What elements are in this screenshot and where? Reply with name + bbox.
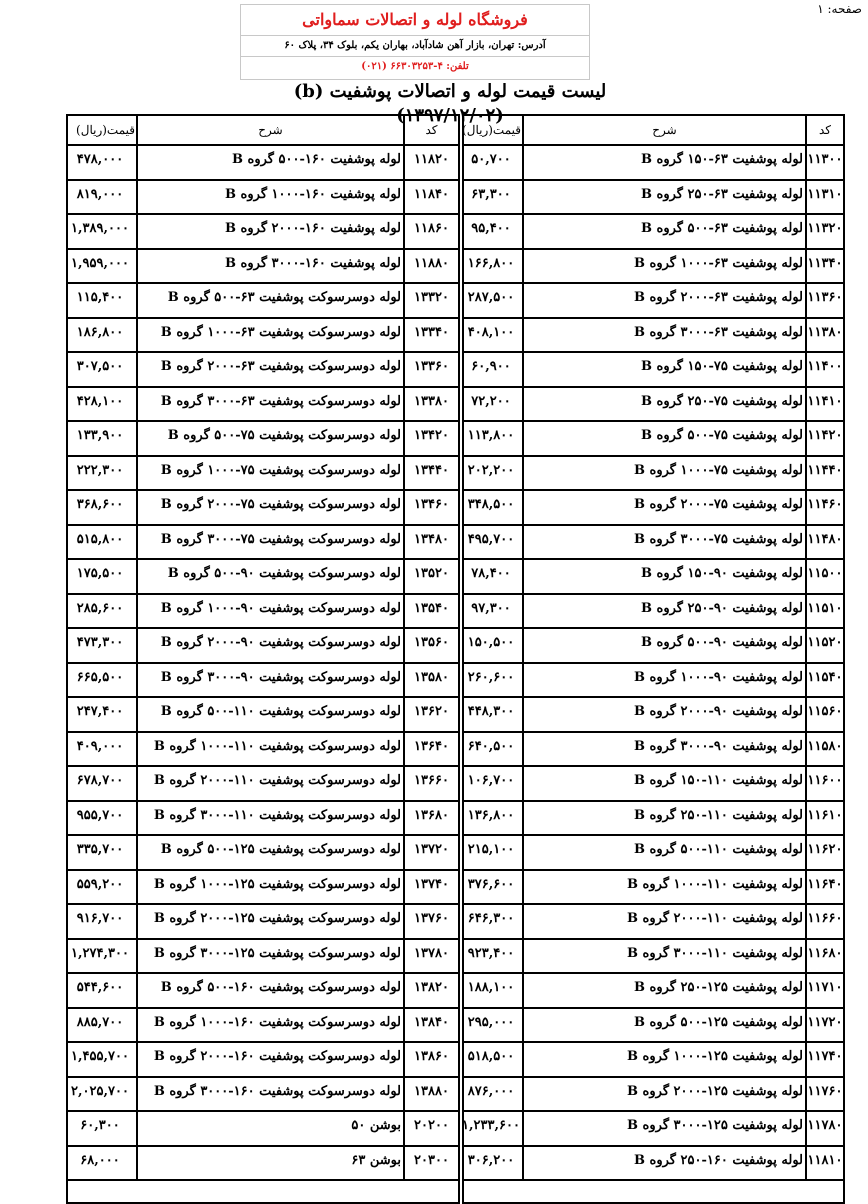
item-description: لوله پوشفیت ۹۰-۲۵۰ گروه B [522, 595, 807, 628]
item-price: ۲۸۵,۶۰۰ [64, 595, 138, 628]
table-row [68, 802, 458, 837]
item-price: ۹۷,۳۰۰ [460, 595, 524, 628]
item-price: ۱,۳۸۹,۰۰۰ [64, 215, 138, 248]
item-description: لوله پوشفیت ۶۳-۲۵۰ گروه B [522, 181, 807, 214]
item-code: ۱۱۵۰۰ [805, 560, 843, 593]
item-code: ۱۱۷۴۰ [805, 1043, 843, 1076]
item-price: ۷۸,۴۰۰ [460, 560, 524, 593]
item-code: ۱۳۴۶۰ [403, 491, 458, 524]
table-row [68, 181, 458, 216]
item-code: ۱۳۷۴۰ [403, 871, 458, 904]
item-code: ۱۳۴۲۰ [403, 422, 458, 455]
item-code: ۱۱۷۸۰ [805, 1112, 843, 1145]
item-price: ۵۵۹,۲۰۰ [64, 871, 138, 904]
description-header: شرح [136, 116, 405, 144]
table-row [68, 319, 458, 354]
table-row [464, 940, 843, 975]
item-description: لوله دوسرسوکت پوشفیت ۶۳-۲۰۰۰ گروه B [136, 353, 405, 386]
table-row [68, 353, 458, 388]
item-description: لوله دوسرسوکت پوشفیت ۱۲۵-۳۰۰۰ گروه B [136, 940, 405, 973]
table-row [464, 733, 843, 768]
item-description: لوله دوسرسوکت پوشفیت ۱۱۰-۲۰۰۰ گروه B [136, 767, 405, 800]
item-code: ۱۱۷۲۰ [805, 1009, 843, 1042]
item-description: لوله پوشفیت ۱۱۰-۲۵۰ گروه B [522, 802, 807, 835]
item-price: ۸۱۹,۰۰۰ [64, 181, 138, 214]
table-row [464, 181, 843, 216]
table-row [464, 1112, 843, 1147]
item-price: ۱۱۵,۴۰۰ [64, 284, 138, 317]
item-description: لوله دوسرسوکت پوشفیت ۹۰-۱۰۰۰ گروه B [136, 595, 405, 628]
table-row [68, 1043, 458, 1078]
item-description: لوله پوشفیت ۶۳-۵۰۰ گروه B [522, 215, 807, 248]
price-table-left [66, 114, 460, 1204]
item-description: لوله پوشفیت ۷۵-۳۰۰۰ گروه B [522, 526, 807, 559]
table-row [464, 526, 843, 561]
item-code: ۱۱۸۶۰ [403, 215, 458, 248]
table-row [464, 215, 843, 250]
item-price: ۹۲۳,۴۰۰ [460, 940, 524, 973]
item-price: ۶۸,۰۰۰ [64, 1147, 138, 1180]
table-row [68, 1009, 458, 1044]
table-header-row [464, 116, 843, 146]
item-description: لوله پوشفیت ۹۰-۱۵۰ گروه B [522, 560, 807, 593]
table-row [464, 871, 843, 906]
item-description: لوله دوسرسوکت پوشفیت ۷۵-۲۰۰۰ گروه B [136, 491, 405, 524]
item-code: ۱۱۸۴۰ [403, 181, 458, 214]
item-description: لوله پوشفیت ۱۶۰-۳۰۰۰ گروه B [136, 250, 405, 283]
table-row [464, 146, 843, 181]
item-price: ۶۷۸,۷۰۰ [64, 767, 138, 800]
item-price: ۱,۲۳۳,۶۰۰ [460, 1112, 524, 1145]
item-code: ۱۳۶۴۰ [403, 733, 458, 766]
item-description: لوله پوشفیت ۱۱۰-۳۰۰۰ گروه B [522, 940, 807, 973]
item-code: ۱۳۶۲۰ [403, 698, 458, 731]
table-row [68, 526, 458, 561]
item-price: ۴۲۸,۱۰۰ [64, 388, 138, 421]
item-price: ۳۰۷,۵۰۰ [64, 353, 138, 386]
item-description: لوله دوسرسوکت پوشفیت ۱۶۰-۱۰۰۰ گروه B [136, 1009, 405, 1042]
item-price: ۹۵,۴۰۰ [460, 215, 524, 248]
item-description: لوله دوسرسوکت پوشفیت ۶۳-۵۰۰ گروه B [136, 284, 405, 317]
item-price: ۳۳۵,۷۰۰ [64, 836, 138, 869]
item-code: ۱۱۴۶۰ [805, 491, 843, 524]
item-price: ۶۰,۳۰۰ [64, 1112, 138, 1145]
table-row [68, 940, 458, 975]
item-description: لوله پوشفیت ۹۰-۳۰۰۰ گروه B [522, 733, 807, 766]
item-price: ۶۴۶,۳۰۰ [460, 905, 524, 938]
item-code: ۱۳۳۴۰ [403, 319, 458, 352]
table-row [68, 1147, 458, 1182]
item-code: ۱۱۴۸۰ [805, 526, 843, 559]
item-price: ۴۷۸,۰۰۰ [64, 146, 138, 179]
item-code: ۱۳۷۶۰ [403, 905, 458, 938]
item-price: ۶۳,۳۰۰ [460, 181, 524, 214]
item-description: لوله پوشفیت ۶۳-۲۰۰۰ گروه B [522, 284, 807, 317]
item-code: ۱۱۵۶۰ [805, 698, 843, 731]
item-price: ۲۲۲,۳۰۰ [64, 457, 138, 490]
item-price: ۷۲,۲۰۰ [460, 388, 524, 421]
table-row [68, 905, 458, 940]
item-description: لوله پوشفیت ۱۲۵-۵۰۰ گروه B [522, 1009, 807, 1042]
item-description: لوله پوشفیت ۷۵-۱۵۰ گروه B [522, 353, 807, 386]
table-row [464, 1009, 843, 1044]
item-description: لوله دوسرسوکت پوشفیت ۱۶۰-۲۰۰۰ گروه B [136, 1043, 405, 1076]
item-description: لوله پوشفیت ۷۵-۲۵۰ گروه B [522, 388, 807, 421]
item-description: لوله پوشفیت ۹۰-۵۰۰ گروه B [522, 629, 807, 662]
item-description: لوله دوسرسوکت پوشفیت ۷۵-۵۰۰ گروه B [136, 422, 405, 455]
item-description: لوله پوشفیت ۱۱۰-۱۰۰۰ گروه B [522, 871, 807, 904]
item-description: لوله دوسرسوکت پوشفیت ۱۱۰-۳۰۰۰ گروه B [136, 802, 405, 835]
item-code: ۱۱۸۱۰ [805, 1147, 843, 1180]
item-description: لوله دوسرسوکت پوشفیت ۷۵-۱۰۰۰ گروه B [136, 457, 405, 490]
table-row [68, 388, 458, 423]
item-code: ۱۱۴۰۰ [805, 353, 843, 386]
item-description: لوله پوشفیت ۷۵-۱۰۰۰ گروه B [522, 457, 807, 490]
item-code: ۱۳۸۲۰ [403, 974, 458, 1007]
item-description: لوله دوسرسوکت پوشفیت ۱۱۰-۱۰۰۰ گروه B [136, 733, 405, 766]
item-code: ۱۱۶۰۰ [805, 767, 843, 800]
item-price: ۲,۰۲۵,۷۰۰ [64, 1078, 138, 1111]
item-description: لوله دوسرسوکت پوشفیت ۱۶۰-۳۰۰۰ گروه B [136, 1078, 405, 1111]
table-row [464, 284, 843, 319]
table-row [68, 250, 458, 285]
item-description: لوله دوسرسوکت پوشفیت ۱۲۵-۱۰۰۰ گروه B [136, 871, 405, 904]
item-code: ۱۱۳۰۰ [805, 146, 843, 179]
item-price: ۴۹۵,۷۰۰ [460, 526, 524, 559]
shop-phone: تلفن: ۴-۶۶۳۰۳۲۵۳ (۰۲۱) [241, 56, 589, 77]
item-price: ۱۳۶,۸۰۰ [460, 802, 524, 835]
table-row [464, 422, 843, 457]
shop-header [240, 4, 590, 80]
item-price: ۱,۹۵۹,۰۰۰ [64, 250, 138, 283]
table-row [464, 1078, 843, 1113]
table-row [68, 698, 458, 733]
item-price: ۳۶۸,۶۰۰ [64, 491, 138, 524]
item-code: ۱۱۶۴۰ [805, 871, 843, 904]
item-price: ۴۷۳,۳۰۰ [64, 629, 138, 662]
item-code: ۱۳۸۶۰ [403, 1043, 458, 1076]
item-description: بوشن ۵۰ [136, 1112, 405, 1145]
item-price: ۳۴۸,۵۰۰ [460, 491, 524, 524]
item-price: ۶۶۵,۵۰۰ [64, 664, 138, 697]
item-description: لوله پوشفیت ۱۶۰-۲۵۰ گروه B [522, 1147, 807, 1180]
item-description: لوله پوشفیت ۷۵-۵۰۰ گروه B [522, 422, 807, 455]
code-header: کد [805, 116, 843, 144]
item-code: ۱۳۸۴۰ [403, 1009, 458, 1042]
table-row [464, 767, 843, 802]
item-code: ۱۱۸۸۰ [403, 250, 458, 283]
table-row [68, 1078, 458, 1113]
item-price: ۱۵۰,۵۰۰ [460, 629, 524, 662]
item-price: ۱۱۳,۸۰۰ [460, 422, 524, 455]
item-code: ۱۱۶۸۰ [805, 940, 843, 973]
price-header: قیمت(ریال) [64, 116, 138, 144]
item-description: لوله دوسرسوکت پوشفیت ۶۳-۳۰۰۰ گروه B [136, 388, 405, 421]
table-row [68, 1112, 458, 1147]
item-description: لوله پوشفیت ۶۳-۱۰۰۰ گروه B [522, 250, 807, 283]
item-code: ۱۳۶۶۰ [403, 767, 458, 800]
item-code: ۱۳۴۸۰ [403, 526, 458, 559]
shop-name: فروشگاه لوله و اتصالات سماواتی [302, 10, 528, 29]
table-row [464, 388, 843, 423]
item-code: ۱۱۶۲۰ [805, 836, 843, 869]
item-code: ۱۳۵۸۰ [403, 664, 458, 697]
item-code: ۱۱۳۲۰ [805, 215, 843, 248]
table-row [68, 664, 458, 699]
table-row [68, 974, 458, 1009]
table-row [68, 871, 458, 906]
item-price: ۲۱۵,۱۰۰ [460, 836, 524, 869]
price-list-title: لیست قیمت لوله و اتصالات پوشفیت (b) (۱۳۹۷/۱۲/۰۲) [293, 81, 607, 126]
table-row [464, 802, 843, 837]
item-description: لوله پوشفیت ۱۱۰-۱۵۰ گروه B [522, 767, 807, 800]
table-row [464, 974, 843, 1009]
table-row [68, 836, 458, 871]
item-price: ۳۰۶,۲۰۰ [460, 1147, 524, 1180]
item-code: ۱۱۷۱۰ [805, 974, 843, 1007]
item-code: ۱۳۵۶۰ [403, 629, 458, 662]
item-description: لوله پوشفیت ۱۶۰-۵۰۰ گروه B [136, 146, 405, 179]
item-price: ۱۳۳,۹۰۰ [64, 422, 138, 455]
item-price: ۵۱۵,۸۰۰ [64, 526, 138, 559]
item-price: ۱۷۵,۵۰۰ [64, 560, 138, 593]
item-description: لوله پوشفیت ۱۱۰-۵۰۰ گروه B [522, 836, 807, 869]
table-row [464, 353, 843, 388]
item-price: ۴۰۹,۰۰۰ [64, 733, 138, 766]
item-description: لوله پوشفیت ۱۶۰-۱۰۰۰ گروه B [136, 181, 405, 214]
item-code: ۲۰۳۰۰ [403, 1147, 458, 1180]
item-code: ۱۱۴۱۰ [805, 388, 843, 421]
table-row [68, 491, 458, 526]
item-code: ۱۱۵۱۰ [805, 595, 843, 628]
table-row [68, 422, 458, 457]
table-row [68, 629, 458, 664]
table-row [464, 491, 843, 526]
table-row [464, 595, 843, 630]
item-code: ۱۱۵۸۰ [805, 733, 843, 766]
item-price: ۲۹۵,۰۰۰ [460, 1009, 524, 1042]
table-row [464, 1043, 843, 1078]
item-price: ۱۸۶,۸۰۰ [64, 319, 138, 352]
item-description: بوشن ۶۳ [136, 1147, 405, 1180]
item-price: ۵۰,۷۰۰ [460, 146, 524, 179]
item-price: ۲۴۷,۴۰۰ [64, 698, 138, 731]
item-description: لوله پوشفیت ۶۳-۱۵۰ گروه B [522, 146, 807, 179]
item-description: لوله دوسرسوکت پوشفیت ۱۱۰-۵۰۰ گروه B [136, 698, 405, 731]
table-row [68, 595, 458, 630]
item-price: ۸۸۵,۷۰۰ [64, 1009, 138, 1042]
table-row [464, 319, 843, 354]
item-price: ۱,۲۷۴,۳۰۰ [64, 940, 138, 973]
item-description: لوله دوسرسوکت پوشفیت ۹۰-۳۰۰۰ گروه B [136, 664, 405, 697]
item-code: ۱۱۳۸۰ [805, 319, 843, 352]
item-description: لوله پوشفیت ۱۲۵-۲۰۰۰ گروه B [522, 1078, 807, 1111]
table-row [68, 215, 458, 250]
item-price: ۲۶۰,۶۰۰ [460, 664, 524, 697]
table-row [464, 905, 843, 940]
item-description: لوله پوشفیت ۱۱۰-۲۰۰۰ گروه B [522, 905, 807, 938]
item-code: ۱۱۳۴۰ [805, 250, 843, 283]
item-description: لوله پوشفیت ۱۲۵-۲۵۰ گروه B [522, 974, 807, 1007]
item-description: لوله پوشفیت ۷۵-۲۰۰۰ گروه B [522, 491, 807, 524]
table-row [68, 767, 458, 802]
item-price: ۵۴۴,۶۰۰ [64, 974, 138, 1007]
item-price: ۱۰۶,۷۰۰ [460, 767, 524, 800]
table-row [464, 664, 843, 699]
item-code: ۱۳۴۴۰ [403, 457, 458, 490]
item-price: ۲۰۲,۲۰۰ [460, 457, 524, 490]
item-price: ۶۴۰,۵۰۰ [460, 733, 524, 766]
item-price: ۸۷۶,۰۰۰ [460, 1078, 524, 1111]
table-header-row [68, 116, 458, 146]
table-row [68, 146, 458, 181]
item-code: ۱۳۶۸۰ [403, 802, 458, 835]
code-header: کد [403, 116, 458, 144]
item-description: لوله دوسرسوکت پوشفیت ۶۳-۱۰۰۰ گروه B [136, 319, 405, 352]
price-table-right [462, 114, 845, 1204]
item-code: ۱۱۵۴۰ [805, 664, 843, 697]
table-row [464, 698, 843, 733]
item-code: ۱۱۸۲۰ [403, 146, 458, 179]
item-code: ۱۳۷۸۰ [403, 940, 458, 973]
item-price: ۳۷۶,۶۰۰ [460, 871, 524, 904]
item-code: ۱۳۸۸۰ [403, 1078, 458, 1111]
price-header: قیمت(ریال) [460, 116, 524, 144]
item-price: ۲۸۷,۵۰۰ [460, 284, 524, 317]
item-code: ۱۳۳۸۰ [403, 388, 458, 421]
item-description: لوله پوشفیت ۱۶۰-۲۰۰۰ گروه B [136, 215, 405, 248]
item-description: لوله پوشفیت ۹۰-۱۰۰۰ گروه B [522, 664, 807, 697]
table-row [68, 733, 458, 768]
item-code: ۱۳۳۲۰ [403, 284, 458, 317]
table-row [464, 250, 843, 285]
item-code: ۱۱۴۴۰ [805, 457, 843, 490]
table-row [464, 836, 843, 871]
item-code: ۲۰۲۰۰ [403, 1112, 458, 1145]
item-price: ۵۱۸,۵۰۰ [460, 1043, 524, 1076]
item-description: لوله دوسرسوکت پوشفیت ۹۰-۲۰۰۰ گروه B [136, 629, 405, 662]
item-price: ۱۸۸,۱۰۰ [460, 974, 524, 1007]
table-row [68, 284, 458, 319]
item-code: ۱۳۷۲۰ [403, 836, 458, 869]
table-row [464, 1147, 843, 1182]
table-row [464, 560, 843, 595]
item-price: ۴۴۸,۳۰۰ [460, 698, 524, 731]
item-code: ۱۱۵۲۰ [805, 629, 843, 662]
item-description: لوله دوسرسوکت پوشفیت ۱۶۰-۵۰۰ گروه B [136, 974, 405, 1007]
item-description: لوله پوشفیت ۶۳-۳۰۰۰ گروه B [522, 319, 807, 352]
item-code: ۱۱۳۱۰ [805, 181, 843, 214]
item-price: ۶۰,۹۰۰ [460, 353, 524, 386]
item-price: ۹۱۶,۷۰۰ [64, 905, 138, 938]
item-description: لوله دوسرسوکت پوشفیت ۱۲۵-۵۰۰ گروه B [136, 836, 405, 869]
page-number: صفحه: ۱ [817, 2, 862, 16]
shop-address: آدرس: تهران، بازار آهن شادآباد، بهاران یکم، بلوک ۳۴، پلاک ۶۰ [241, 35, 589, 56]
item-code: ۱۳۳۶۰ [403, 353, 458, 386]
description-header: شرح [522, 116, 807, 144]
table-row [464, 457, 843, 492]
item-code: ۱۱۳۶۰ [805, 284, 843, 317]
item-description: لوله پوشفیت ۹۰-۲۰۰۰ گروه B [522, 698, 807, 731]
item-code: ۱۱۶۱۰ [805, 802, 843, 835]
item-price: ۴۰۸,۱۰۰ [460, 319, 524, 352]
item-description: لوله پوشفیت ۱۲۵-۳۰۰۰ گروه B [522, 1112, 807, 1145]
item-code: ۱۱۷۶۰ [805, 1078, 843, 1111]
item-code: ۱۱۴۲۰ [805, 422, 843, 455]
table-row [464, 629, 843, 664]
item-price: ۹۵۵,۷۰۰ [64, 802, 138, 835]
item-code: ۱۱۶۶۰ [805, 905, 843, 938]
item-description: لوله دوسرسوکت پوشفیت ۷۵-۳۰۰۰ گروه B [136, 526, 405, 559]
item-description: لوله پوشفیت ۱۲۵-۱۰۰۰ گروه B [522, 1043, 807, 1076]
item-description: لوله دوسرسوکت پوشفیت ۹۰-۵۰۰ گروه B [136, 560, 405, 593]
item-code: ۱۳۵۲۰ [403, 560, 458, 593]
item-code: ۱۳۵۴۰ [403, 595, 458, 628]
table-row [68, 457, 458, 492]
table-row [68, 560, 458, 595]
item-price: ۱,۴۵۵,۷۰۰ [64, 1043, 138, 1076]
item-price: ۱۶۶,۸۰۰ [460, 250, 524, 283]
item-description: لوله دوسرسوکت پوشفیت ۱۲۵-۲۰۰۰ گروه B [136, 905, 405, 938]
